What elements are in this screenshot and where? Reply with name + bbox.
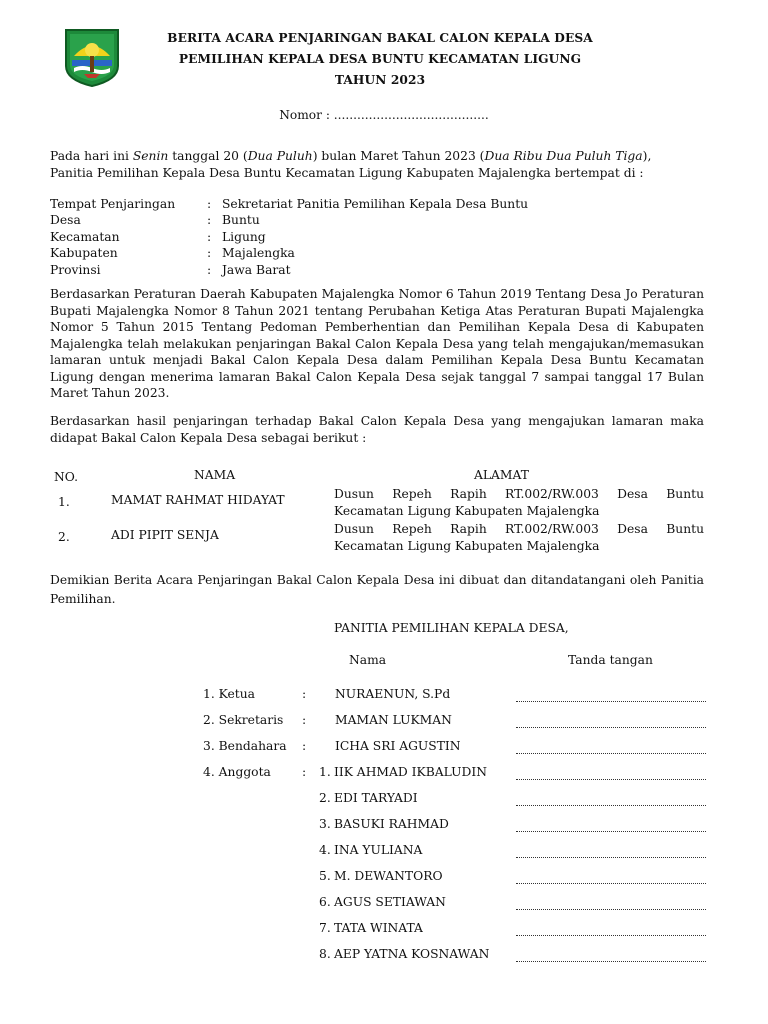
- table-header-no: NO.: [54, 470, 79, 484]
- candidate-address-line-1: [334, 486, 704, 503]
- member-name: INA YULIANA: [334, 843, 423, 857]
- location-label: Desa: [50, 213, 81, 228]
- location-separator: :: [207, 229, 212, 244]
- member-separator: :: [302, 687, 307, 701]
- member-name: MAMAN LUKMAN: [335, 713, 452, 727]
- intro-date-words: Dua Puluh: [247, 149, 313, 163]
- member-name: BASUKI RAHMAD: [334, 817, 449, 831]
- member-number: 3.: [319, 817, 331, 831]
- location-label: Tempat Penjaringan: [50, 197, 176, 211]
- member-role: 4. Anggota: [203, 765, 271, 779]
- member-separator: :: [302, 713, 307, 727]
- signature-line: [516, 960, 706, 962]
- signature-line: [516, 700, 706, 702]
- candidate-address-word: RT.002/RW.003: [505, 522, 599, 536]
- candidate-name: MAMAT RAHMAT HIDAYAT: [111, 493, 285, 507]
- signature-line: [516, 856, 706, 858]
- signature-line: [516, 908, 706, 910]
- intro-text-a: Pada hari ini: [50, 149, 133, 163]
- candidate-address-word: Repeh: [392, 487, 432, 501]
- candidate-address-line-1: [334, 521, 704, 538]
- header-title-line-2: PEMILIHAN KEPALA DESA BUNTU KECAMATAN LIGUNG: [178, 52, 582, 66]
- signature-line: [516, 726, 706, 728]
- signature-line: [516, 830, 706, 832]
- intro-line-1: [50, 148, 704, 165]
- candidate-address-line-2: Kecamatan Ligung Kabupaten Majalengka: [334, 539, 600, 553]
- closing-paragraph: Demikian Berita Acara Penjaringan Bakal Calon Kepala Desa ini dibuat dan ditandatangani oleh Panitia Pemilihan.: [50, 573, 704, 606]
- intro-paragraph: [50, 148, 704, 181]
- intro-year-words: Dua Ribu Dua Puluh Tiga: [484, 149, 643, 163]
- candidate-address-word: RT.002/RW.003: [505, 487, 599, 501]
- candidate-address-word: Repeh: [392, 522, 432, 536]
- table-header-nama: NAMA: [194, 468, 236, 482]
- signature-line: [516, 934, 706, 936]
- candidate-address-word: Dusun: [334, 487, 374, 501]
- table-header-alamat: ALAMAT: [474, 468, 529, 482]
- signature-line: [516, 882, 706, 884]
- header-title-line-1: BERITA ACARA PENJARINGAN BAKAL CALON KEPALA DESA: [167, 31, 593, 45]
- candidate-address-word: Buntu: [666, 487, 704, 501]
- member-name: ICHA SRI AGUSTIN: [335, 739, 461, 753]
- member-number: 2.: [319, 791, 331, 805]
- document-number: Nomor : ........................................: [279, 108, 489, 122]
- member-role: 3. Bendahara: [203, 739, 287, 753]
- member-separator: :: [302, 739, 307, 753]
- member-name: AEP YATNA KOSNAWAN: [334, 947, 490, 961]
- member-number: 6.: [319, 895, 331, 909]
- intro-day: Senin: [132, 149, 169, 163]
- member-number: 8.: [319, 947, 331, 961]
- signature-line: [516, 778, 706, 780]
- location-value: Ligung: [222, 229, 266, 244]
- member-number: 1.: [319, 765, 331, 779]
- intro-text-d: ),: [642, 149, 652, 163]
- member-separator: :: [302, 765, 307, 779]
- location-value: Sekretariat Panitia Pemilihan Kepala Desa Buntu: [222, 197, 529, 211]
- committee-title: PANITIA PEMILIHAN KEPALA DESA,: [334, 621, 569, 635]
- location-separator: :: [207, 262, 212, 277]
- member-name: TATA WINATA: [334, 921, 423, 935]
- member-number: 4.: [319, 843, 331, 857]
- member-name: EDI TARYADI: [334, 791, 418, 805]
- location-value: Jawa Barat: [222, 262, 291, 277]
- member-name: NURAENUN, S.Pd: [335, 687, 451, 701]
- intro-text-b: tanggal 20 (: [168, 149, 248, 163]
- result-paragraph: Berdasarkan hasil penjaringan terhadap Bakal Calon Kepala Desa yang mengajukan lamaran maka didapat Bakal Calon Kepala Desa sebagai berikut :: [50, 414, 704, 445]
- member-name: IIK AHMAD IKBALUDIN: [334, 765, 487, 779]
- location-label: Kecamatan: [50, 229, 120, 244]
- regency-emblem-logo: [62, 26, 122, 88]
- location-label: Provinsi: [50, 262, 101, 277]
- candidate-address-word: Rapih: [450, 487, 487, 501]
- signature-line: [516, 752, 706, 754]
- location-value: Buntu: [222, 213, 260, 228]
- member-role: 2. Sekretaris: [203, 713, 284, 727]
- candidate-number: 2.: [58, 530, 70, 544]
- candidate-address: [334, 486, 704, 520]
- location-value: Majalengka: [222, 246, 295, 261]
- candidate-address-word: Desa: [617, 522, 648, 536]
- committee-col-nama: Nama: [349, 653, 387, 667]
- member-name: AGUS SETIAWAN: [334, 895, 446, 909]
- candidate-address-word: Desa: [617, 487, 648, 501]
- signature-line: [516, 804, 706, 806]
- candidate-address: [334, 521, 704, 555]
- candidate-address-word: Buntu: [666, 522, 704, 536]
- legal-basis-paragraph: Berdasarkan Peraturan Daerah Kabupaten Majalengka Nomor 6 Tahun 2019 Tentang Desa Jo Peraturan Bupati Majalengka Nomor 8 Tahun 2021 tentang Perubahan Ketiga Atas Peraturan Bupati Majalengka Nomor 5 Tahun 2015 Tentang Pedoman Pemberhentian dan Pemilihan Kepala Desa di Kabupaten Majalengka telah melakukan penjaringan Bakal Calon Kepala Desa yang telah mengajukan/memasukan lamaran untuk menjadi Bakal Calon Kepala Desa dalam Pemilihan Kepala Desa Buntu Kecamatan Ligung dengan menerima lamaran Bakal Calon Kepala Desa sejak tanggal 7 sampai tanggal 17 Bulan Maret Tahun 2023.: [50, 287, 704, 400]
- member-number: 7.: [319, 921, 331, 935]
- location-separator: :: [207, 246, 212, 261]
- member-number: 5.: [319, 869, 331, 883]
- intro-line-2: Panitia Pemilihan Kepala Desa Buntu Kecamatan Ligung Kabupaten Majalengka bertempat di :: [50, 165, 644, 180]
- candidate-address-line-2: Kecamatan Ligung Kabupaten Majalengka: [334, 504, 600, 518]
- member-name: M. DEWANTORO: [334, 869, 443, 883]
- candidate-name: ADI PIPIT SENJA: [111, 528, 219, 542]
- location-separator: :: [207, 213, 212, 228]
- location-separator: :: [207, 197, 212, 211]
- header-title-line-3: TAHUN 2023: [334, 73, 426, 87]
- committee-col-signature: Tanda tangan: [568, 653, 653, 667]
- member-role: 1. Ketua: [203, 687, 255, 701]
- intro-text-c: ) bulan Maret Tahun 2023 (: [312, 149, 485, 163]
- candidate-number: 1.: [58, 495, 70, 509]
- candidate-address-word: Rapih: [450, 522, 487, 536]
- location-label: Kabupaten: [50, 246, 118, 261]
- candidate-address-word: Dusun: [334, 522, 374, 536]
